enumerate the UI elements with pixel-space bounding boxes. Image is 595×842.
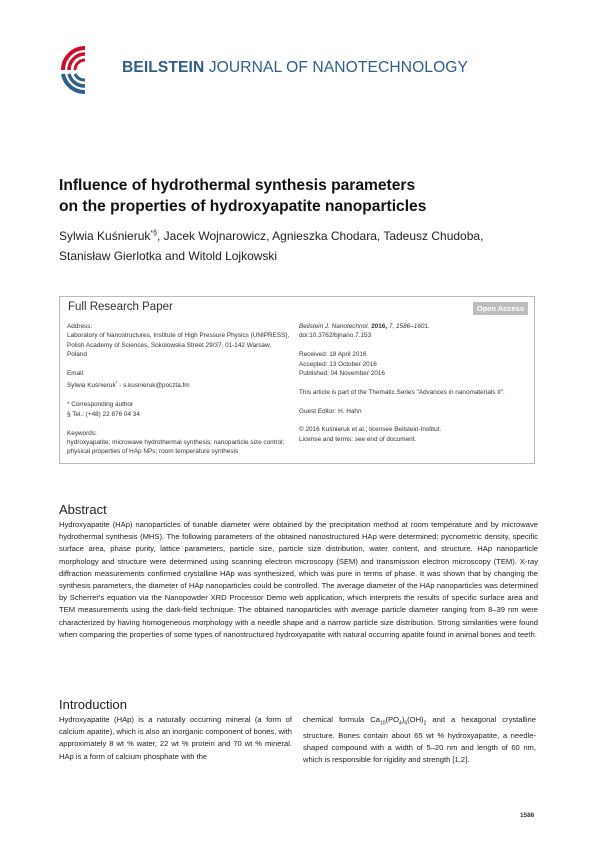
keywords-label: Keywords: [67, 429, 97, 437]
keywords-text: hydroxyapatite; microwave hydrothermal synthesis; nanoparticle size control; physical properties of HAp NPs; room temperature synthesis [67, 438, 285, 456]
email-author-mark: * [115, 380, 118, 386]
article-title [59, 175, 539, 217]
email-author: Sylwia Kuśnieruk [67, 382, 116, 390]
email-label: Email: [67, 370, 85, 378]
doi-link[interactable]: doi:10.3762/bjnano.7.153 [299, 332, 372, 340]
abstract-heading: Abstract [59, 502, 107, 517]
citation-year: 2016, [369, 323, 388, 330]
journal-name [122, 59, 468, 77]
author-first: Sylwia Kuśnieruk [59, 229, 151, 243]
published-date: Published: 04 November 2016 [299, 370, 385, 378]
citation-rest: 7, 1586–1601. [387, 323, 430, 330]
guest-editor: Guest Editor: H. Hahn [299, 407, 362, 415]
accepted-date: Accepted: 13 October 2016 [299, 360, 377, 368]
address-text: Laboratory of Nanostructures, Institute of High Pressure Physics (UNIPRESS), Polish Academy of Sciences, Sokolowska Street 29/37, 01-142 Warsaw, Poland [67, 332, 290, 359]
article-type: Full Research Paper [68, 301, 173, 313]
introduction-heading: Introduction [59, 697, 127, 712]
journal-name-rest: JOURNAL OF NANOTECHNOLOGY [204, 59, 469, 76]
address-label: Address: [67, 323, 93, 330]
article-title-line-1: Influence of hydrothermal synthesis parameters [59, 177, 416, 194]
introduction-right-text: and a hexagonal crystalline structure. Bones contain about 65 wt % hydroxyapatite, a needle-shaped compound with a width of 5–20 nm and length of 60 nm, which is responsible for rigidity and strength [1,2]. [303, 715, 537, 765]
copyright-note: © 2016 Kuśnieruk et al.; licensee Beilstein-Institut. [299, 426, 442, 434]
formula-part: (PO [385, 715, 400, 724]
article-info-box [59, 296, 535, 464]
formula-subscript: 2 [423, 720, 427, 727]
author-list-line-2: Stanisław Gierlotka and Witold Lojkowski [59, 249, 278, 263]
formula-part: (OH) [407, 715, 424, 724]
introduction-left-column: Hydroxyapatite (HAp) is a naturally occurring mineral (a form of calcium apatite), which is also an inorganic component of bones, with approximately 8 wt % water, 22 wt % protein and 70 wt % mineral. HAp is a form of calcium phosphate with the [59, 715, 292, 761]
author-first-marks: *§ [150, 230, 157, 237]
received-date: Received: 18 April 2016 [299, 351, 367, 359]
open-access-badge: Open Access [473, 302, 528, 315]
thematic-series-note[interactable]: This article is part of the Thematic Series "Advances in nanomaterials II". [299, 388, 505, 396]
article-title-line-2: on the properties of hydroxyapatite nanoparticles [59, 198, 427, 215]
email-address[interactable]: - s.kusnieruk@poczta.fm [117, 382, 190, 390]
author-others: , Jacek Wojnarowicz, Agnieszka Chodara, Tadeusz Chudoba, [157, 229, 484, 243]
formula-subscript: 4 [399, 720, 402, 727]
page-number: 1586 [520, 812, 535, 819]
telephone-note: § Tel.: (+48) 22 876 04 34 [67, 410, 140, 418]
beilstein-logo-icon [59, 44, 111, 96]
info-right-column [299, 322, 529, 444]
citation-journal: Beilstein J. Nanotechnol. [299, 323, 370, 330]
formula-subscript: 10 [379, 720, 386, 727]
author-list [59, 224, 539, 266]
license-note: License and terms: see end of document. [299, 435, 417, 443]
email-line [67, 378, 292, 391]
citation [299, 322, 529, 331]
formula-part: chemical formula Ca [303, 715, 380, 724]
corresponding-author-note: * Corresponding author [67, 401, 134, 409]
formula-subscript: 6 [404, 720, 408, 727]
info-left-column [67, 322, 292, 457]
introduction-right-column [303, 714, 536, 766]
abstract-text: Hydroxyapatite (HAp) nanoparticles of tunable diameter were obtained by the precipitation method at room temperature and by microwave hydrothermal synthesis (MHS). The following parameters of the obtained nanostructured HAp were determined: pycnometric density, specific surface area, phase purity, lattice parameters, particle size, particle size distribution, water content, and structure. HAp nanoparticle morphology and structure were determined using scanning electron microscopy (SEM) and transmission electron microscopy (TEM). X-ray diffraction measurements confirmed crystalline HAp was synthesized, which was pure in terms of phase. It was shown that by changing the synthesis parameters, the diameter of HAp nanoparticles could be controlled. The average diameter of the HAp nanoparticles was determined by Scherrer's equation via the Nanopowder XRD Processor Demo web application, which interprets the results of specific surface area and TEM measurements using the dark-field technique. The obtained nanoparticles with average particle diameter ranging from 8–39 nm were characterized by having homogeneous morphology with a needle shape and a narrow particle size distribution. Strong similarities were found when comparing the properties of some types of nanostructured hydroxyapatite with natural occurring apatite found in animal bones and teeth. [59, 520, 538, 639]
formula-part: ) [401, 715, 405, 724]
journal-name-bold: BEILSTEIN [122, 59, 205, 76]
